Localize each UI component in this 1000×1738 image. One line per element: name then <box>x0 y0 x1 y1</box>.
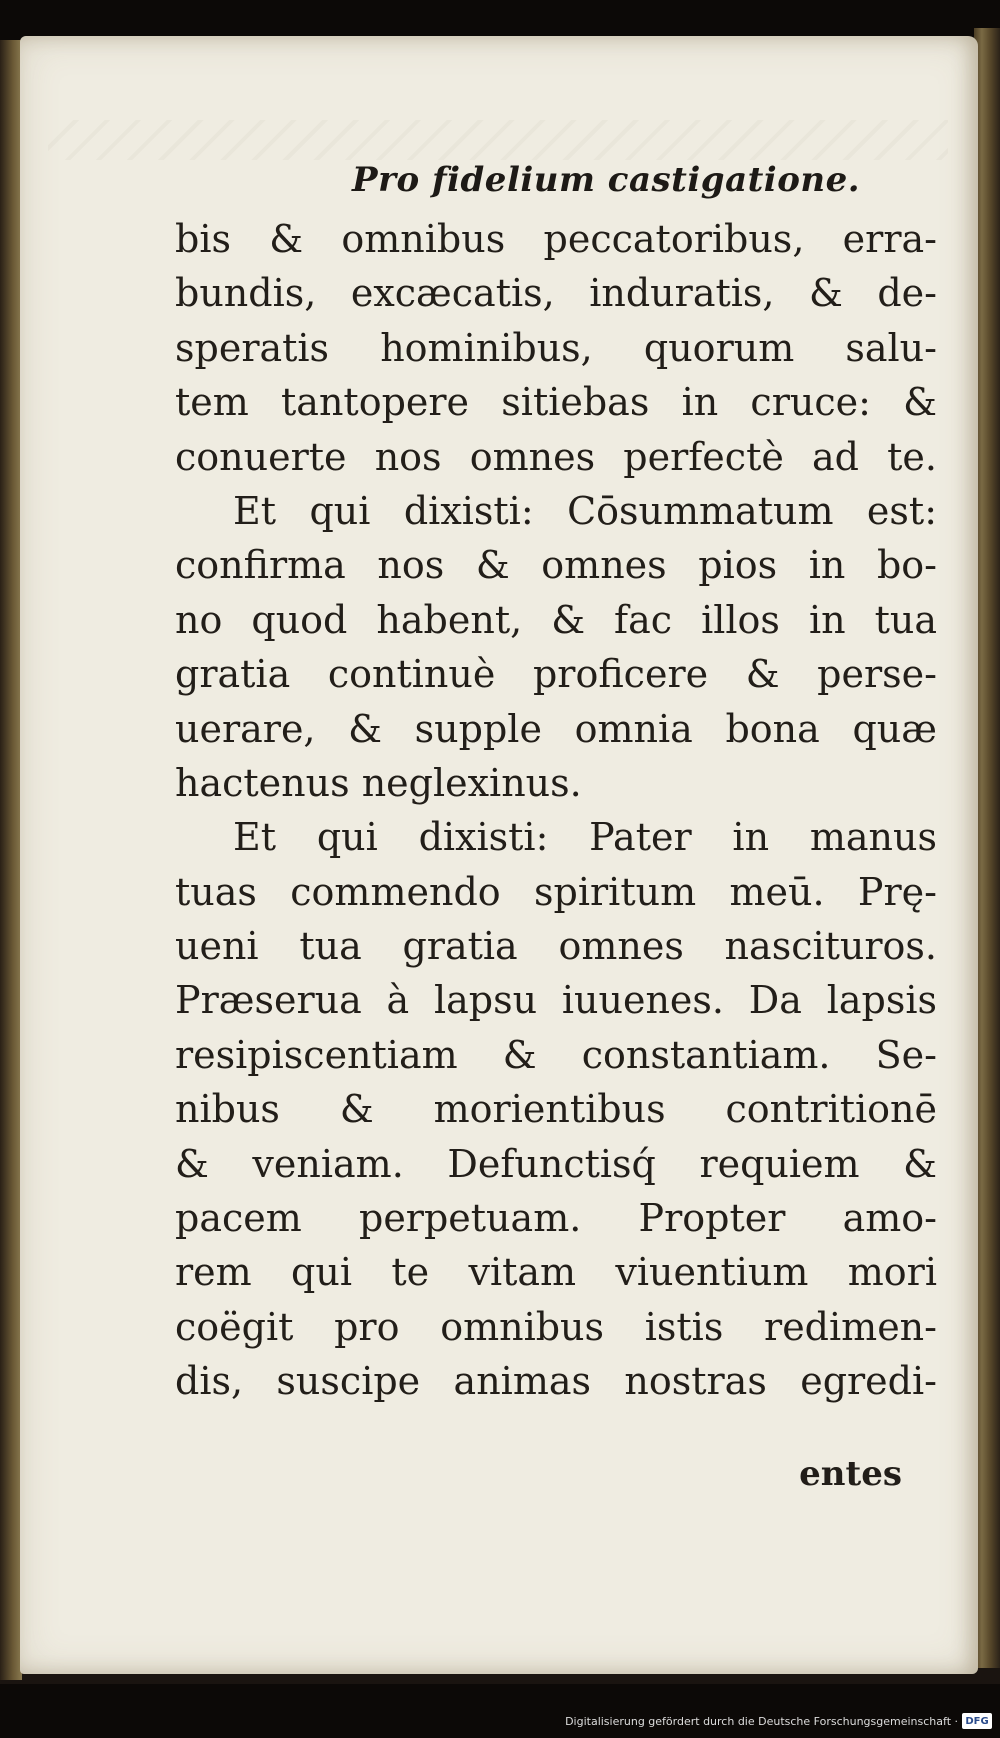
page-texture <box>48 120 948 160</box>
text-line: no quod habent, & fac illos in tua <box>175 597 937 642</box>
text-line: Et qui dixisti: Cōsummatum est: <box>233 488 937 533</box>
text-line: conuerte nos omnes perfectè ad te. <box>175 434 937 479</box>
text-line: pacem perpetuam. Propter amo- <box>175 1196 937 1241</box>
text-line: dis, suscipe animas nostras egredi- <box>175 1359 937 1404</box>
text-line: gratia continuè proficere & perse- <box>175 652 937 697</box>
text-line: resipiscentiam & constantiam. Se- <box>175 1032 937 1077</box>
text-line: uerare, & supple omnia bona quæ <box>175 706 937 751</box>
text-line: tem tantopere sitiebas in cruce: & <box>175 380 937 425</box>
text-line: & veniam. Defunctisq́ requiem & <box>175 1141 937 1186</box>
book-left-edge <box>0 40 22 1680</box>
text-line: ueni tua gratia omnes nascituros. <box>175 924 937 969</box>
text-line: nibus & morientibus contritionē <box>175 1087 937 1132</box>
text-line: speratis hominibus, quorum salu- <box>175 325 937 370</box>
text-line: hactenus neglexinus. <box>175 760 582 805</box>
digitization-credit: Digitalisierung gefördert durch die Deutsche Forschungsgemeinschaft · <box>565 1715 958 1728</box>
dfg-logo: DFG <box>962 1713 992 1729</box>
text-line: bundis, excæcatis, induratis, & de- <box>175 271 937 316</box>
running-header: Pro fidelium castigatione. <box>352 160 861 200</box>
text-line: Et qui dixisti: Pater in manus <box>233 815 937 860</box>
text-line: coëgit pro omnibus istis redimen- <box>175 1304 937 1349</box>
text-line: rem qui te vitam viuentium mori <box>175 1250 937 1295</box>
scan-bottom-border <box>0 1684 1000 1738</box>
text-line: Præserua à lapsu iuuenes. Da lapsis <box>175 978 937 1023</box>
body-text <box>175 212 937 1409</box>
text-line: bis & omnibus peccatoribus, erra- <box>175 217 937 261</box>
catchword: entes <box>799 1454 902 1494</box>
text-line: confirma nos & omnes pios in bo- <box>175 543 937 588</box>
text-line: tuas commendo spiritum meū. Prę- <box>175 869 937 914</box>
